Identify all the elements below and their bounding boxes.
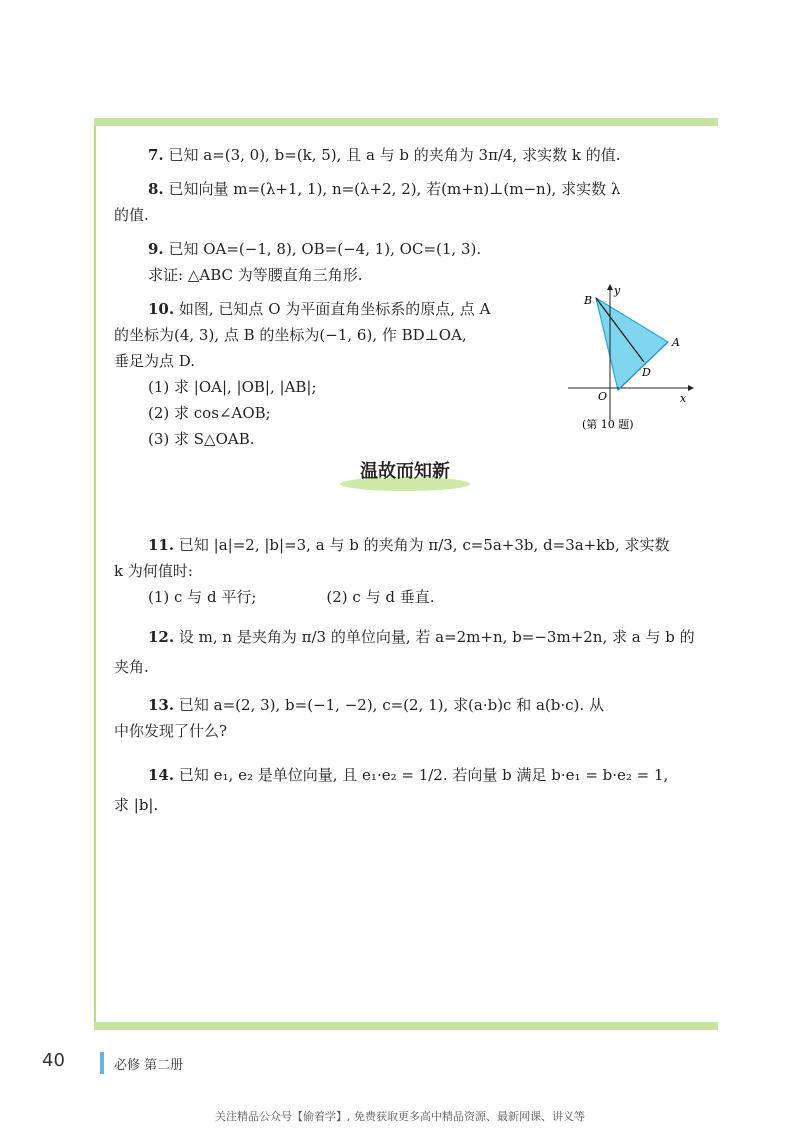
label-a: A	[672, 336, 680, 349]
label-d: D	[642, 366, 651, 379]
section-title: 温故而知新	[340, 455, 470, 491]
label-x: x	[680, 392, 687, 405]
problem-10-figure	[560, 282, 720, 432]
y-axis-arrow	[607, 284, 613, 290]
exercises-part-2	[114, 532, 704, 826]
figure-caption: (第 10 题)	[582, 418, 634, 431]
footer-notice: 关注精品公众号【偷着学】, 免费获取更多高中精品资源、最新网课、讲义等	[215, 1110, 585, 1123]
label-o: O	[598, 390, 608, 403]
problem-9: 9. 已知 OA=(−1, 8), OB=(−4, 1), OC=(1, 3). 求证: △ABC 为等腰直角三角形.	[148, 240, 482, 284]
problem-13: 13. 已知 a=(2, 3), b=(−1, −2), c=(2, 1), 求(a·b)c 和 a(b·c). 从 中你发现了什么?	[114, 696, 604, 740]
coordinate-diagram	[560, 282, 720, 432]
problem-11: 11. 已知 |a|=2, |b|=3, a 与 b 的夹角为 π/3, c=5a+3b, d=3a+kb, 求实数 k 为何值时: (1) c 与 d 平行; (2) c 与 d 垂直.	[114, 536, 670, 606]
label-y: y	[614, 284, 621, 297]
label-b: B	[584, 294, 593, 307]
problem-8: 8. 已知向量 m=(λ+1, 1), n=(λ+2, 2), 若(m+n)⊥(m−n), 求实数 λ 的值.	[114, 180, 621, 224]
book-title: 必修 第二册	[114, 1058, 184, 1073]
problem-14: 14. 已知 e₁, e₂ 是单位向量, 且 e₁·e₂ = 1/2. 若向量 b 满足 b·e₁ = b·e₂ = 1, 求 |b|.	[114, 766, 669, 814]
problem-10: 10. 如图, 已知点 O 为平面直角坐标系的原点, 点 A 的坐标为(4, 3), 点 B 的坐标为(−1, 6), 作 BD⊥OA, 垂足为点 D. (1) 求 |OA|, |OB|, |AB|; (2) 求 cos∠AOB; (3) 求 S△OAB.	[114, 300, 491, 448]
bottom-green-bar	[94, 1022, 718, 1030]
x-axis-arrow	[688, 385, 694, 391]
problem-12: 12. 设 m, n 是夹角为 π/3 的单位向量, 若 a=2m+n, b=−3m+2n, 求 a 与 b 的 夹角.	[114, 628, 695, 676]
problem-7: 7. 已知 a=(3, 0), b=(k, 5), 且 a 与 b 的夹角为 3π/4, 求实数 k 的值.	[148, 146, 621, 164]
page-number: 40	[42, 1050, 65, 1071]
top-green-bar	[94, 118, 718, 126]
page-tab-marker	[100, 1052, 104, 1074]
